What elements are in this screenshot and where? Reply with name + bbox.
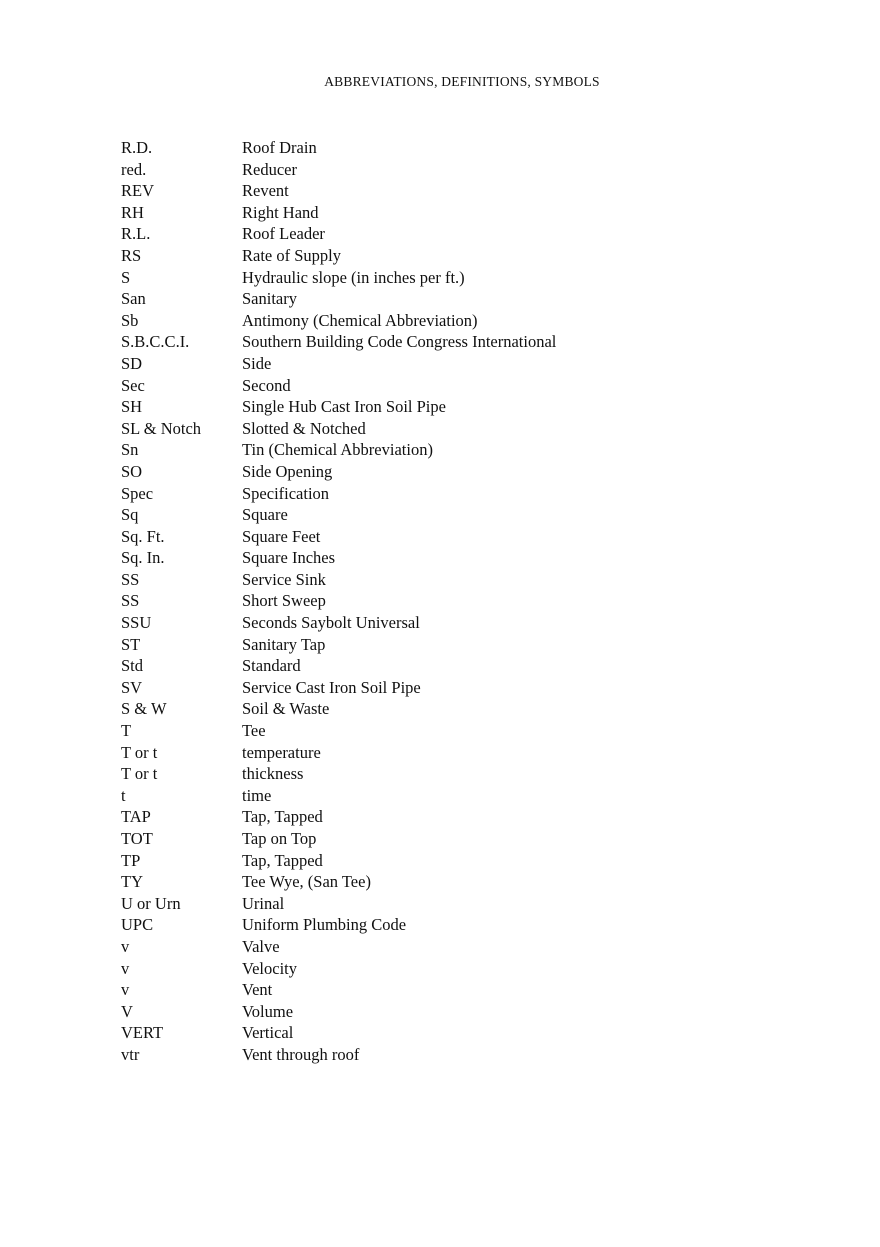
abbreviation-definition: Sanitary [242,289,297,309]
abbreviation-entry [121,526,556,548]
abbreviation-definition: Side Opening [242,461,333,481]
abbreviation-definition: Tap on Top [242,829,317,848]
abbreviation-definition: Roof Drain [242,138,317,157]
abbreviation-definition: Hydraulic slope (in inches per ft.) [242,267,465,287]
abbreviation-definition: Vent through roof [242,1044,360,1064]
abbreviation-term: TY [121,872,143,892]
abbreviation-entry [121,504,556,526]
abbreviation-definition: Roof Leader [242,224,325,244]
abbreviation-entry [121,159,556,181]
abbreviation-entry [121,634,556,656]
abbreviation-definition: Velocity [242,958,297,978]
abbreviation-definition: Tee [242,721,266,741]
abbreviation-definition: Second [242,375,291,395]
abbreviation-definition: Rate of Supply [242,245,341,265]
abbreviation-entry [121,1044,556,1066]
abbreviation-entry [121,353,556,375]
abbreviation-term: red. [121,159,147,179]
abbreviation-definition: Revent [242,181,289,201]
abbreviation-term: Sq. Ft. [121,526,165,546]
abbreviation-entry [121,569,556,591]
abbreviation-definition: Square Feet [242,526,321,546]
abbreviation-definition: Vent [242,980,273,1000]
abbreviation-definition: Tin (Chemical Abbreviation) [242,440,433,460]
abbreviation-term: ST [121,634,141,654]
abbreviation-term: Sb [121,310,139,330]
abbreviation-entry [121,396,556,418]
abbreviation-definition: Square Inches [242,548,336,568]
abbreviation-entry [121,806,556,828]
abbreviation-definition: Vertical [242,1023,294,1043]
abbreviation-definition: Southern Building Code Congress International [242,332,557,352]
abbreviation-definition: Tap, Tapped [242,850,323,870]
abbreviation-definition: Soil & Waste [242,699,330,719]
abbreviation-term: R.L. [121,224,151,244]
abbreviation-term: RH [121,202,144,222]
abbreviation-definition: Side [242,353,272,373]
abbreviation-term: R.D. [121,138,153,157]
abbreviation-term: TOT [121,829,153,848]
abbreviation-term: U or Urn [121,893,181,913]
abbreviation-term: TAP [121,807,151,827]
abbreviation-term: SS [121,591,140,611]
abbreviation-definition: time [242,785,272,805]
abbreviation-entry [121,137,556,159]
page-title: ABBREVIATIONS, DEFINITIONS, SYMBOLS [324,74,600,89]
abbreviation-term: T [121,721,132,741]
abbreviation-entry [121,612,556,634]
abbreviation-term: SO [121,461,143,481]
abbreviation-term: V [121,1001,133,1021]
abbreviation-entry [121,720,556,742]
abbreviation-entry [121,439,556,461]
abbreviation-definition: Tee Wye, (San Tee) [242,872,371,892]
abbreviation-entry [121,677,556,699]
abbreviation-definition: Slotted & Notched [242,418,366,438]
abbreviation-entry [121,590,556,612]
abbreviation-entry [121,1001,556,1023]
abbreviation-definition: Specification [242,483,330,503]
abbreviation-term: SSU [121,613,152,633]
abbreviation-term: Spec [121,483,154,503]
abbreviation-definition: Seconds Saybolt Universal [242,613,420,633]
abbreviation-term: T or t [121,764,158,784]
abbreviation-term: Sec [121,375,145,395]
abbreviation-entry [121,331,556,353]
abbreviation-entry [121,310,556,332]
abbreviation-entry [121,871,556,893]
abbreviation-term: UPC [121,915,154,935]
abbreviation-definition: Uniform Plumbing Code [242,915,407,935]
abbreviation-definition: Square [242,505,288,525]
abbreviation-entry [121,893,556,915]
abbreviation-term: Std [121,656,144,676]
abbreviation-term: v [121,958,130,978]
abbreviation-term: S.B.C.C.I. [121,332,190,352]
abbreviation-term: Sn [121,440,139,460]
abbreviation-term: SL & Notch [121,418,202,438]
abbreviation-term: vtr [121,1044,140,1064]
abbreviation-entry [121,763,556,785]
abbreviation-definition: Reducer [242,159,297,179]
abbreviation-term: San [121,289,146,309]
abbreviation-definition: Right Hand [242,202,319,222]
abbreviation-term: REV [121,181,154,201]
abbreviation-entry [121,180,556,202]
abbreviation-entry [121,483,556,505]
abbreviation-definition: Antimony (Chemical Abbreviation) [242,310,478,330]
abbreviation-entry [121,914,556,936]
abbreviation-entry [121,850,556,872]
abbreviation-entry [121,742,556,764]
abbreviation-definition: Volume [242,1001,294,1021]
abbreviation-entry [121,461,556,483]
abbreviation-term: v [121,980,130,1000]
abbreviation-entry [121,979,556,1001]
abbreviation-definition: Urinal [242,893,285,913]
abbreviation-term: S [121,267,131,287]
abbreviation-definition: Standard [242,656,301,676]
abbreviation-definition: Tap, Tapped [242,807,323,827]
abbreviation-term: v [121,936,130,956]
abbreviation-entry [121,245,556,267]
abbreviation-definition: temperature [242,742,321,762]
abbreviation-entry [121,267,556,289]
abbreviation-term: Sq [121,505,139,525]
abbreviation-entry [121,202,556,224]
abbreviation-definition: Service Cast Iron Soil Pipe [242,677,421,697]
abbreviation-term: SS [121,569,140,589]
abbreviation-term: T or t [121,742,158,762]
abbreviation-definition: thickness [242,764,304,784]
abbreviation-entry [121,785,556,807]
abbreviation-entry [121,1022,556,1044]
abbreviation-entry [121,288,556,310]
abbreviation-term: VERT [121,1023,164,1043]
abbreviation-term: TP [121,850,141,870]
abbreviation-list [121,137,556,1066]
abbreviation-definition: Valve [242,936,280,956]
abbreviation-term: RS [121,245,142,265]
abbreviation-definition: Single Hub Cast Iron Soil Pipe [242,397,446,417]
abbreviation-entry [121,936,556,958]
abbreviation-definition: Short Sweep [242,591,326,611]
abbreviation-entry [121,698,556,720]
abbreviation-entry [121,828,556,850]
abbreviation-entry [121,375,556,397]
abbreviation-entry [121,655,556,677]
abbreviation-term: S & W [121,699,167,719]
abbreviation-term: SH [121,397,143,417]
abbreviation-entry [121,958,556,980]
abbreviation-definition: Service Sink [242,569,326,589]
abbreviation-term: SV [121,677,143,697]
abbreviation-entry [121,223,556,245]
abbreviation-term: SD [121,353,143,373]
abbreviation-entry [121,547,556,569]
abbreviation-definition: Sanitary Tap [242,634,326,654]
abbreviation-term: Sq. In. [121,548,165,568]
abbreviation-term: t [121,785,126,805]
abbreviation-entry [121,418,556,440]
